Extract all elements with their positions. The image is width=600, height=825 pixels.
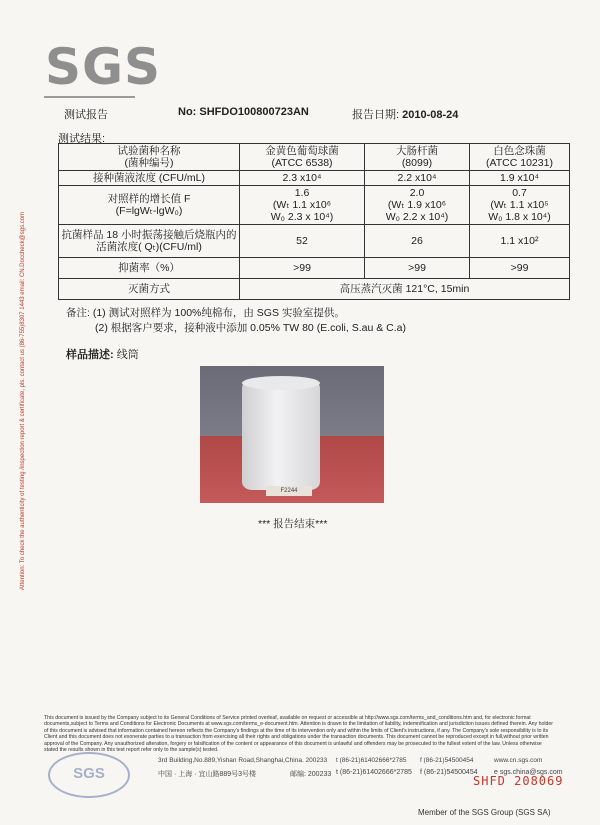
live-value-1: 52 <box>240 225 365 258</box>
growth-value-1 <box>240 186 365 225</box>
results-table <box>58 143 570 300</box>
footer-postcode-cn: 邮编: 200233 <box>290 771 332 778</box>
inhibition-value-3: >99 <box>470 258 570 279</box>
col-3-name: 白色念珠菌 <box>493 145 546 157</box>
table-row-live <box>59 225 570 258</box>
notes-label: 备注: <box>66 307 90 319</box>
table-row-sterilization <box>59 279 570 300</box>
sample-desc-value: 线筒 <box>116 349 139 361</box>
sterilization-label: 灭菌方式 <box>59 279 240 300</box>
header-col-1 <box>240 144 365 171</box>
header-label-cell <box>59 144 240 171</box>
sterilization-value: 高压蒸汽灭菌 121°C, 15min <box>240 279 570 300</box>
report-label: 测试报告 <box>64 109 108 121</box>
note-2: (2) 根据客户要求，接种液中添加 0.05% TW 80 (E.coli, S.au & C.a) <box>95 322 406 334</box>
member-text: Member of the SGS Group (SGS SA) <box>418 808 551 817</box>
inoculum-value-3: 1.9 x10⁴ <box>470 171 570 186</box>
growth-value-2 <box>365 186 470 225</box>
side-attention-text: Attention: To check the authenticity of testing /inspection report & certificate, pls. contact us (86-755)8307 1443 email: CN.Doccheck@sgs.com <box>20 211 26 591</box>
footer-tel-cn: t (86-21)61402666*2785 <box>336 769 412 776</box>
table-header-row <box>59 144 570 171</box>
results-title: 测试结果: <box>58 133 106 145</box>
live-value-3: 1.1 x10² <box>470 225 570 258</box>
sample-description <box>66 346 139 362</box>
fine-print: This document is issued by the Company subject to its General Conditions of Service printed overleaf, available on request or accessible at http://www.sgs.com/terms_and_conditions.htm and, for electronic format documents,subject to Terms and Conditions for Electronic Documents at www.sgs.com/terms_e-document.htm. Attention is drawn to the limitation of liability, indemnification and jurisdiction issues defined therein. Any holder of this document is advised that information contained hereon reflects the Company's findings at the time of its intervention only and within the limits of Client's instructions, if any. The Company's sole responsibility is to its Client and this document does not exonerate parties to a transaction from exercising all their rights and obligations under the transaction documents. This document cannot be reproduced except in full,without prior written approval of the Company. Any unauthorized alteration, forgery or falsification of the content or appearance of this document is unlawful and offenders may be prosecuted to the fullest extent of the law. Unless otherwise stated the results shown in this test report refer only to the sample(s) tested. <box>44 715 554 754</box>
inhibition-value-1: >99 <box>240 258 365 279</box>
live-label-line2: 活菌浓度( Qₜ)(CFU/ml) <box>96 241 202 253</box>
inhibition-label: 抑菌率（%） <box>59 258 240 279</box>
inoculum-value-1: 2.3 x10⁴ <box>240 171 365 186</box>
inoculum-value-2: 2.2 x10⁴ <box>365 171 470 186</box>
growth-wt-1: (Wₜ 1.1 x10⁶ <box>272 199 332 211</box>
report-date-value: 2010-08-24 <box>402 109 459 121</box>
report-date <box>352 106 458 122</box>
sample-desc-label: 样品描述: <box>66 349 114 361</box>
growth-f-1: 1.6 <box>294 187 310 199</box>
growth-f-2: 2.0 <box>409 187 425 199</box>
growth-f-3: 0.7 <box>512 187 527 199</box>
sgs-stamp: SGS <box>48 752 130 798</box>
header-col-3 <box>470 144 570 171</box>
inoculum-label: 接种菌液浓度 (CFU/mL) <box>59 171 240 186</box>
header-label-line2: (菌种编号) <box>124 157 174 169</box>
growth-label-line1: 对照样的增长值 F <box>107 193 191 205</box>
photo-spool-top <box>242 376 320 390</box>
live-label-line1: 抗菌样品 18 小时振荡接触后烧瓶内的 <box>61 229 237 241</box>
report-no-value: SHFDO100800723AN <box>199 106 309 118</box>
photo-spool <box>242 380 320 490</box>
growth-w0-1: W₀ 2.3 x 10⁴) <box>270 211 334 223</box>
footer-address-cn: 中国 · 上海 · 宜山路889号3号楼 <box>158 771 257 778</box>
note-line-1 <box>66 305 345 320</box>
serial-number: SHFD 208069 <box>473 774 564 788</box>
col-1-code: (ATCC 6538) <box>271 157 333 169</box>
footer-email: e sgs.china@sgs.com <box>494 769 563 776</box>
growth-w0-2: W₀ 2.2 x 10⁴) <box>385 211 449 223</box>
end-of-report: *** 报告结束*** <box>258 518 328 530</box>
col-3-code: (ATCC 10231) <box>486 157 553 169</box>
col-2-code: (8099) <box>401 157 433 169</box>
table-row-inhibition <box>59 258 570 279</box>
table-row-growth <box>59 186 570 225</box>
growth-wt-2: (Wₜ 1.9 x10⁶ <box>387 199 447 211</box>
footer-web: www.cn.sgs.com <box>494 757 543 764</box>
photo-tag: F2244 <box>266 486 312 496</box>
table-row-inoculum <box>59 171 570 186</box>
live-label <box>59 225 240 258</box>
report-number <box>178 106 309 118</box>
growth-label <box>59 186 240 225</box>
growth-value-3 <box>470 186 570 225</box>
growth-wt-3: (Wₜ 1.1 x10⁵ <box>490 199 549 211</box>
sgs-logo: SGS <box>45 38 162 96</box>
live-value-2: 26 <box>365 225 470 258</box>
footer-fax-cn: f (86-21)54500454 <box>420 769 478 776</box>
growth-w0-3: W₀ 1.8 x 10⁴) <box>488 211 551 223</box>
header-label-line1: 试验菌种名称 <box>117 145 181 157</box>
footer-address-en: 3rd Building,No.889,Yishan Road,Shanghai,China. 200233 <box>158 757 328 764</box>
footer-tel-en: t (86-21)61402666*2785 <box>336 757 407 764</box>
report-date-label: 报告日期: <box>352 109 400 121</box>
col-2-name: 大肠杆菌 <box>396 145 438 157</box>
col-1-name: 金黄色葡萄球菌 <box>265 145 339 157</box>
inhibition-value-2: >99 <box>365 258 470 279</box>
logo-divider <box>44 96 135 98</box>
note-1: (1) 测试对照样为 100%纯棉布，由 SGS 实验室提供。 <box>92 307 345 319</box>
sample-photo <box>200 366 384 503</box>
report-no-label: No: <box>178 106 197 118</box>
header-col-2 <box>365 144 470 171</box>
footer-fax-en: f (86-21)54500454 <box>420 757 474 764</box>
growth-label-line2: (F=lgWₜ-lgW₀) <box>115 205 183 217</box>
